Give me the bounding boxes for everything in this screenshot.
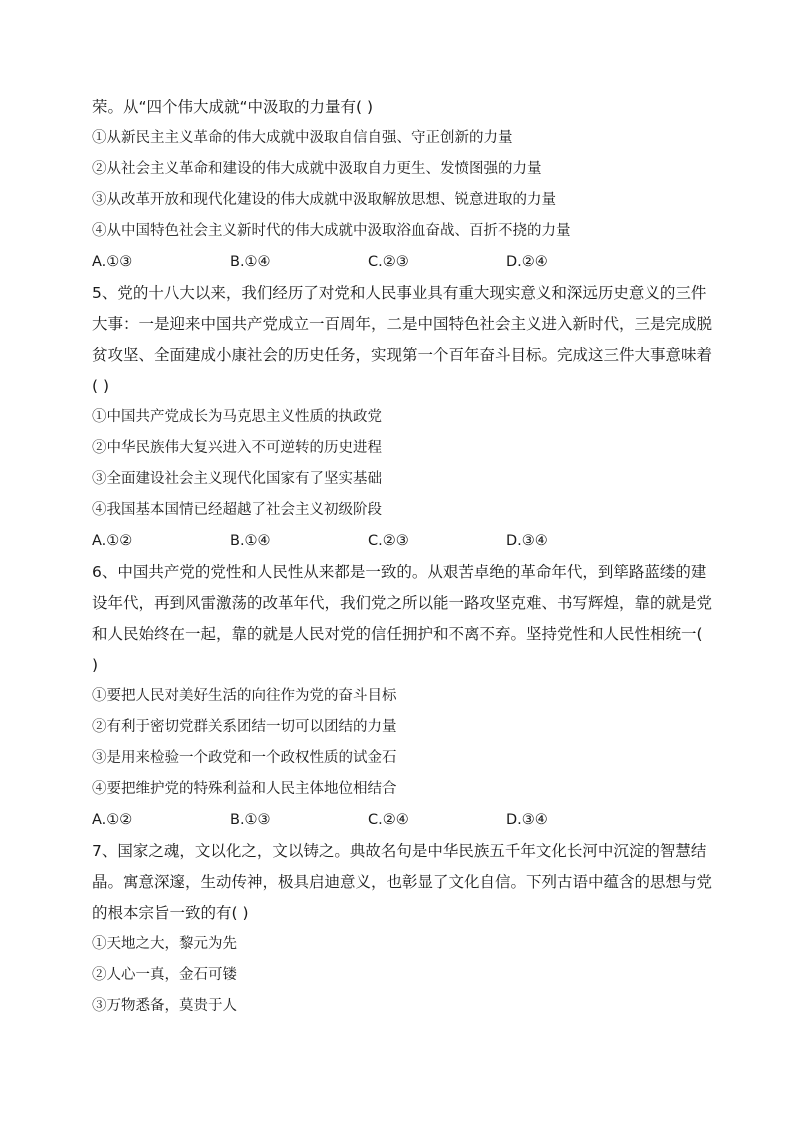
question-4-choice-c[interactable]: C.②③ (368, 254, 409, 270)
question-6-choice-d[interactable]: D.③④ (506, 812, 548, 828)
question-4-stem-tail: 荣。从“四个伟大成就“中汲取的力量有( ) (92, 98, 374, 116)
exam-page (92, 92, 712, 1022)
question-5-statement-4: ④我国基本国情已经超越了社会主义初级阶段 (92, 502, 382, 518)
question-5-choice-d[interactable]: D.③④ (506, 533, 548, 549)
question-6-statement-2: ②有利于密切党群关系团结一切可以团结的力量 (92, 719, 397, 735)
question-7-statement-2: ②人心一真，金石可镂 (92, 967, 237, 983)
question-6-choice-a[interactable]: A.①② (92, 812, 133, 828)
question-7 (92, 836, 712, 1022)
question-4-statement-4: ④从中国特色社会主义新时代的伟大成就中汲取浴血奋战、百折不挠的力量 (92, 223, 571, 239)
question-5-choice-b[interactable]: B.①④ (230, 533, 271, 549)
question-7-stem: 7、国家之魂，文以化之，文以铸之。典故名句是中华民族五千年文化长河中沉淀的智慧结晶。寓意深邃，生动传神，极具启迪意义，也彰显了文化自信。下列古语中蕴含的思想与党的根本宗旨一致的有( ) (92, 842, 713, 922)
question-5-choices (92, 526, 712, 557)
question-6 (92, 557, 712, 836)
question-5-choice-c[interactable]: C.②③ (368, 533, 409, 549)
question-5-choice-a[interactable]: A.①② (92, 533, 133, 549)
question-4-statement-2: ②从社会主义革命和建设的伟大成就中汲取自力更生、发愤图强的力量 (92, 161, 542, 177)
question-5-stem: 5、党的十八大以来，我们经历了对党和人民事业具有重大现实意义和深远历史意义的三件大事：一是迎来中国共产党成立一百周年，二是中国特色社会主义进入新时代，三是完成脱贫攻坚、全面建成小康社会的历史任务，实现第一个百年奋斗目标。完成这三件大事意味着( ) (92, 284, 713, 395)
question-5 (92, 278, 712, 557)
question-7-statement-1: ①天地之大，黎元为先 (92, 936, 237, 952)
question-5-statement-1: ①中国共产党成长为马克思主义性质的执政党 (92, 409, 382, 425)
question-6-statement-4: ④要把维护党的特殊利益和人民主体地位相结合 (92, 781, 397, 797)
question-6-choice-b[interactable]: B.①③ (230, 812, 271, 828)
question-6-statement-3: ③是用来检验一个政党和一个政权性质的试金石 (92, 750, 397, 766)
question-4-choices (92, 247, 712, 278)
question-7-statement-3: ③万物悉备，莫贵于人 (92, 998, 237, 1014)
question-4-choice-a[interactable]: A.①③ (92, 254, 133, 270)
question-5-statement-2: ②中华民族伟大复兴进入不可逆转的历史进程 (92, 440, 382, 456)
question-5-statement-3: ③全面建设社会主义现代化国家有了坚实基础 (92, 471, 382, 487)
question-4-choice-d[interactable]: D.②④ (506, 254, 548, 270)
question-4-choice-b[interactable]: B.①④ (230, 254, 271, 270)
question-4-statement-3: ③从改革开放和现代化建设的伟大成就中汲取解放思想、锐意进取的力量 (92, 192, 556, 208)
question-6-choice-c[interactable]: C.②④ (368, 812, 409, 828)
question-4-statement-1: ①从新民主主义革命的伟大成就中汲取自信自强、守正创新的力量 (92, 130, 513, 146)
question-4 (92, 92, 712, 278)
question-6-choices (92, 805, 712, 836)
question-6-stem: 6、中国共产党的党性和人民性从来都是一致的。从艰苦卓绝的革命年代，到筚路蓝缕的建设年代，再到风雷激荡的改革年代，我们党之所以能一路攻坚克难、书写辉煌，靠的就是党和人民始终在一起，靠的就是人民对党的信任拥护和不离不弃。坚持党性和人民性相统一( ) (92, 563, 713, 674)
question-6-statement-1: ①要把人民对美好生活的向往作为党的奋斗目标 (92, 688, 397, 704)
